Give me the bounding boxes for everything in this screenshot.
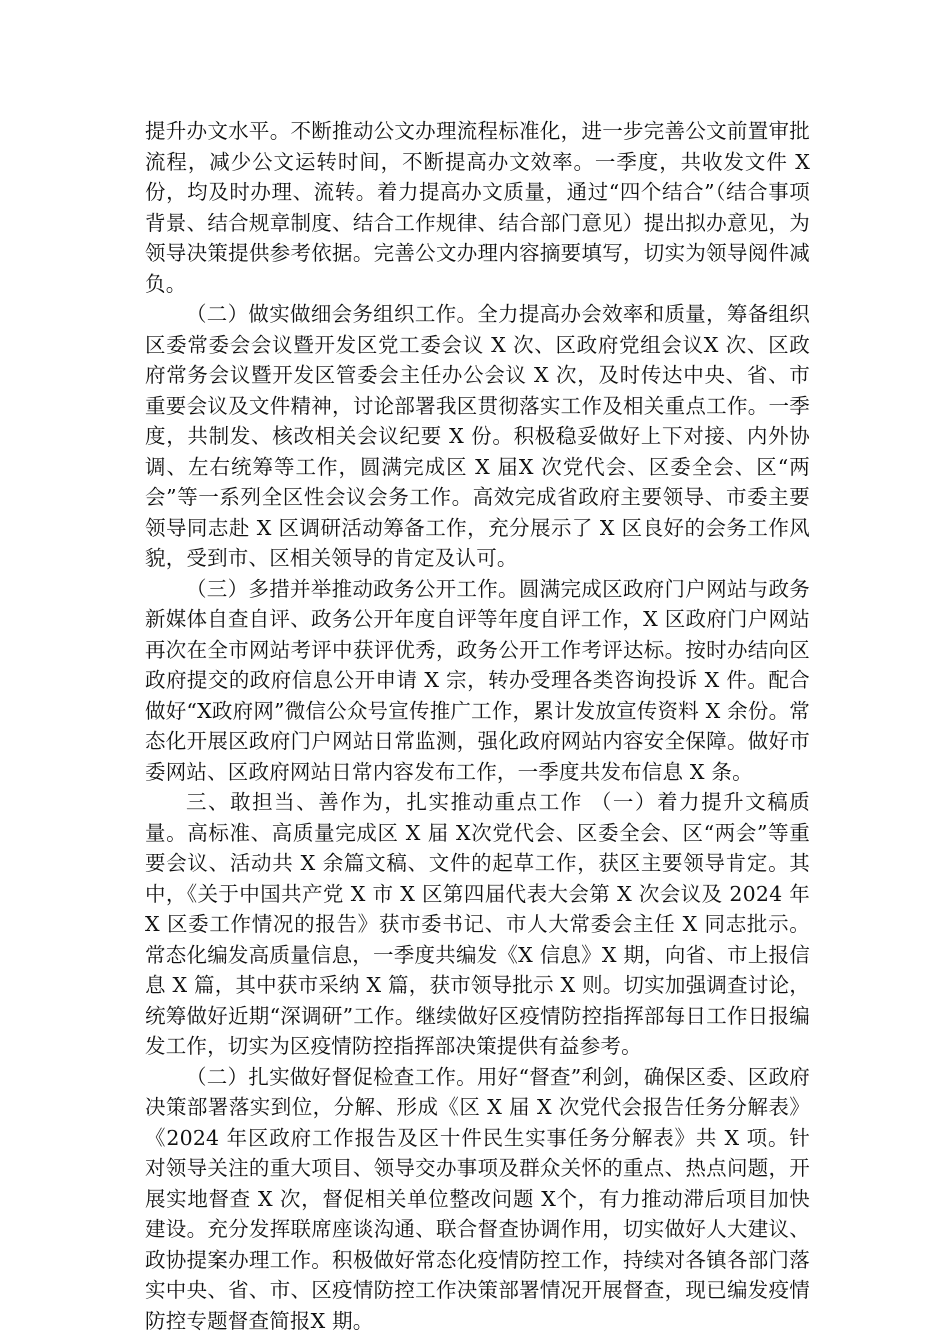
paragraph-meeting-organization: （二）做实做细会务组织工作。全力提高办会效率和质量，筹备组织区委常委会会议暨开发区党工委会议 X 次、区政府党组会议X 次、区政府常务会议暨开发区管委会主任办公会议 X 次，及时传达中央、省、市重要会议及文件精神，讨论部署我区贯彻落实工作及相关重点工作。一季度，共制发、核改相关会议纪要 X 份。积极稳妥做好上下对接、内外协调、左右统筹等工作，圆满完成区 X 届X 次党代会、区委全会、区“两会”等一系列全区性会议会务工作。高效完成省政府主要领导、市委主要领导同志赴 X 区调研活动筹备工作，充分展示了 X 区良好的会务工作风貌，受到市、区相关领导的肯定及认可。	[145, 302, 810, 570]
paragraph-key-work-drafting: 三、敢担当、善作为，扎实推动重点工作 （一）着力提升文稿质量。高标准、高质量完成区 X 届 X次党代会、区委全会、区“两会”等重要会议、活动共 X 余篇文稿、文件的起草工作，获区主要领导肯定。其中，《关于中国共产党 X 市 X 区第四届代表大会第 X 次会议及 2024 年 X 区委工作情况的报告》获市委书记、市人大常委会主任 X 同志批示。常态化编发高质量信息，一季度共编发《X 信息》X 期，向省、市上报信息 X 篇，其中获市采纳 X 篇，获市领导批示 X 则。切实加强调查讨论，统筹做好近期“深调研”工作。继续做好区疫情防控指挥部每日工作日报编发工作，切实为区疫情防控指挥部决策提供有益参考。	[145, 790, 817, 1058]
paragraph-continuation: 提升办文水平。不断推动公文办理流程标准化，进一步完善公文前置审批流程，减少公文运转时间，不断提高办文效率。一季度，共收发文件 X 份，均及时办理、流转。着力提高办文质量，通过“四个结合”（结合事项背景、结合规章制度、结合工作规律、结合部门意见）提出拟办意见，为领导决策提供参考依据。完善公文办理内容摘要填写，切实为领导阅件减负。	[145, 119, 817, 296]
paragraph-supervision-inspection: （二）扎实做好督促检查工作。用好“督查”利剑，确保区委、区政府决策部署落实到位，分解、形成《区 X 届 X 次党代会报告任务分解表》《2024 年区政府工作报告及区十件民生实事任务分解表》共 X 项。针对领导关注的重大项目、领导交办事项及群众关怀的重点、热点问题，开展实地督查 X 次，督促相关单位整改问题 X个，有力推动滞后项目加快建设。充分发挥联席座谈沟通、联合督查协调作用，切实做好人大建议、政协提案办理工作。积极做好常态化疫情防控工作，持续对各镇各部门落实中央、省、市、区疫情防控工作决策部署情况开展督查，现已编发疫情防控专题督查简报X 期。	[145, 1064, 810, 1333]
document-body	[145, 116, 817, 1336]
paragraph-government-affairs-disclosure: （三）多措并举推动政务公开工作。圆满完成区政府门户网站与政务新媒体自查自评、政务公开年度自评等年度自评工作，X 区政府门户网站再次在全市网站考评中获评优秀，政务公开工作考评达标。按时办结向区政府提交的政府信息公开申请 X 宗，转办受理各类咨询投诉 X 件。配合做好“X政府网”微信公众号宣传推广工作，累计发放宣传资料 X 余份。常态化开展区政府门户网站日常监测，强化政府网站内容安全保障。做好市委网站、区政府网站日常内容发布工作，一季度共发布信息 X 条。	[145, 576, 810, 784]
